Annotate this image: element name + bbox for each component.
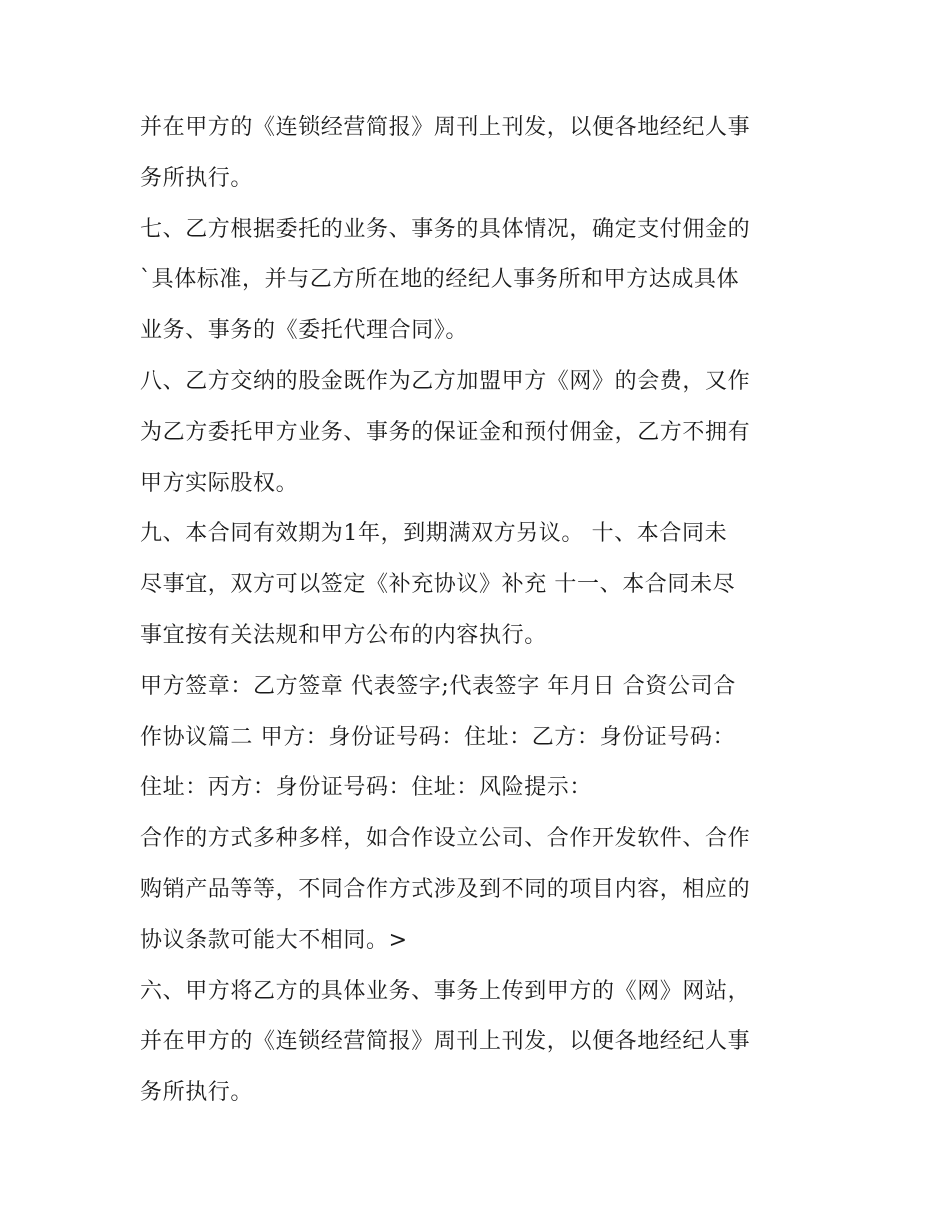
text-line-7: 为乙方委托甲方业务、事务的保证金和预付佣金，乙方不拥有 (140, 419, 751, 445)
text-line-13: 作协议篇二 甲方：身份证号码：住址：乙方：身份证号码： (140, 724, 736, 750)
document-body (140, 103, 820, 1119)
text-line-5: 业务、事务的《委托代理合同》。 (140, 318, 469, 344)
text-line-20: 务所执行。 (140, 1080, 254, 1106)
text-line-3: 七、乙方根据委托的业务、事务的具体情况，确定支付佣金的 (140, 216, 751, 242)
text-line-16: 购销产品等等，不同合作方式涉及到不同的项目内容，相应的 (140, 876, 751, 902)
text-line-11: 事宜按有关法规和甲方公布的内容执行。 (140, 622, 547, 648)
text-line-6: 八、乙方交纳的股金既作为乙方加盟甲方《网》的会费，又作 (140, 368, 751, 394)
text-line-10: 尽事宜，双方可以签定《补充协议》补充 十一、本合同未尽 (140, 572, 736, 598)
text-line-15: 合作的方式多种多样，如合作设立公司、合作开发软件、合作 (140, 826, 751, 852)
text-line-9: 九、本合同有效期为1年，到期满双方另议。 十、本合同未 (140, 521, 728, 547)
text-line-14: 住址：丙方：身份证号码：住址：风险提示： (140, 775, 593, 801)
text-line-2: 务所执行。 (140, 165, 254, 191)
text-line-12: 甲方签章：乙方签章 代表签字;代表签字 年月日 合资公司合 (140, 673, 736, 699)
text-line-4: `具体标准，并与乙方所在地的经纪人事务所和甲方达成具体 (140, 267, 740, 293)
text-line-1: 并在甲方的《连锁经营简报》周刊上刊发，以便各地经纪人事 (140, 115, 751, 140)
text-line-18: 六、甲方将乙方的具体业务、事务上传到甲方的《网》网站， (140, 978, 751, 1004)
text-line-19: 并在甲方的《连锁经营简报》周刊上刊发，以便各地经纪人事 (140, 1029, 751, 1055)
text-line-8: 甲方实际股权。 (140, 470, 299, 496)
text-line-17: 协议条款可能大不相同。> (140, 927, 408, 953)
